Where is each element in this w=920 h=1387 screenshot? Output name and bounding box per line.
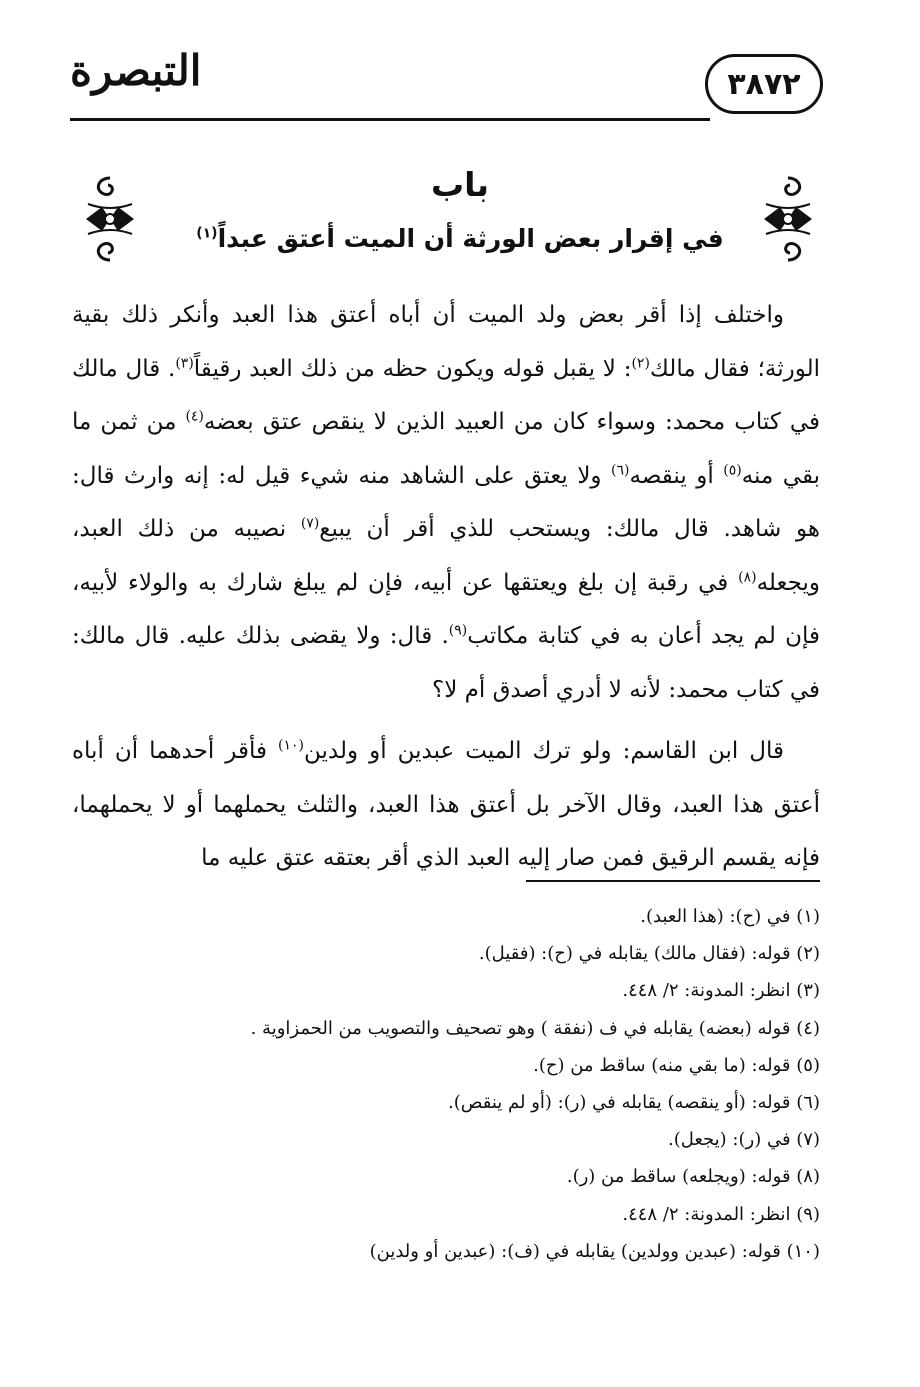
book-title: التبصرة (70, 46, 202, 95)
footnote-ref: (١٠) (278, 737, 304, 754)
text-run: في رقبة إن بلغ ويعتقها عن أبيه، فإن لم يبلغ شارك به والولاء لأبيه، فإن لم يجد أعان به في كتابة مكاتب (72, 569, 820, 649)
footnote: (٨) قوله: (ويجلعه) ساقط من (ر). (566, 1166, 820, 1188)
footnote-ref: (٢) (631, 354, 650, 371)
footnote: (٧) في (ر): (يجعل). (667, 1129, 820, 1151)
footnote-separator (526, 880, 820, 882)
page-header (70, 40, 820, 124)
body-text (72, 289, 820, 886)
text-run: فأقر أحدهما أن أباه أعتق هذا العبد، وقال الآخر بل أعتق هذا العبد، والثلث يحملهما أو لا يحملهما، فإنه يقسم الرقيق فمن صار إليه العبد الذي أقر بعتقه عتق عليه ما (72, 738, 820, 871)
paragraph (72, 289, 820, 717)
footnote-ref: (٨) (738, 568, 757, 585)
ornament-left-icon (80, 174, 140, 264)
paragraph (72, 725, 820, 886)
footnote-ref: (٩) (448, 622, 468, 639)
text-run: قال ابن القاسم: ولو ترك الميت عبدين أو ولدين (303, 738, 784, 764)
chapter-subtitle (150, 224, 770, 253)
footnote: (٦) قوله: (أو ينقصه) يقابله في (ر): (أو لم ينقص). (447, 1092, 820, 1114)
footnote: (١) في (ح): (هذا العبد). (640, 906, 820, 927)
header-rule (70, 118, 710, 121)
footnotes (170, 898, 820, 1270)
footnote-ref: (٦) (611, 461, 630, 478)
text-run: . قال: ولا يقضى بذلك عليه. قال مالك: في كتاب محمد: لأنه لا أدري أصدق أم لا؟ (72, 623, 820, 703)
text-run: : لا يقبل قوله ويكون حظه من ذلك العبد رقيقاً (193, 355, 632, 382)
footnote: (٩) انظر: المدونة: ٢/ ٤٤٨. (622, 1203, 820, 1225)
footnote-ref: (٥) (723, 461, 742, 478)
chapter-title: باب (431, 165, 489, 204)
chapter-subtitle-text: في إقرار بعض الورثة أن الميت أعتق عبداً (217, 224, 724, 253)
footnote: (١٠) قوله: (عبدين وولدين) يقابله في (ف): (عبدين أو ولدين) (369, 1240, 820, 1262)
text-run: . قال مالك في كتاب محمد: وسواء كان من العبيد الذين لا ينقص عتق بعضه (72, 355, 821, 435)
footnote-ref: (٧) (300, 515, 320, 532)
page-number-frame (705, 54, 823, 114)
footnote-ref: (٤) (185, 408, 204, 425)
text-run: أو ينقصه (629, 462, 724, 489)
text-run: ولا يعتق على الشاهد منه شيء قيل له: إنه وارث قال: هو شاهد. قال مالك: ويستحب للذي أقر أن يبيع (72, 462, 820, 542)
footnote: (٢) قوله: (فقال مالك) يقابله في (ح): (فقيل). (478, 943, 820, 965)
footnote-ref: (١) (196, 225, 218, 242)
footnote: (٥) قوله: (ما بقي منه) ساقط من (ح). (533, 1054, 820, 1076)
page-number: ٣٨٧٢ (727, 66, 801, 102)
footnote-ref: (٣) (175, 354, 194, 371)
footnote: (٤) قوله (بعضه) يقابله في ف (نفقة ) وهو تصحيف والتصويب من الحمزاوية . (250, 1017, 820, 1039)
footnote: (٣) انظر: المدونة: ٢/ ٤٤٨. (622, 980, 820, 1002)
text-run: نصيبه من ذلك العبد، ويجعله (72, 516, 820, 596)
text-run: من ثمن ما بقي منه (72, 409, 821, 489)
text-run: واختلف إذا أقر بعض ولد الميت أن أباه أعتق هذا العبد وأنكر ذلك بقية الورثة؛ فقال مالك (72, 302, 821, 382)
